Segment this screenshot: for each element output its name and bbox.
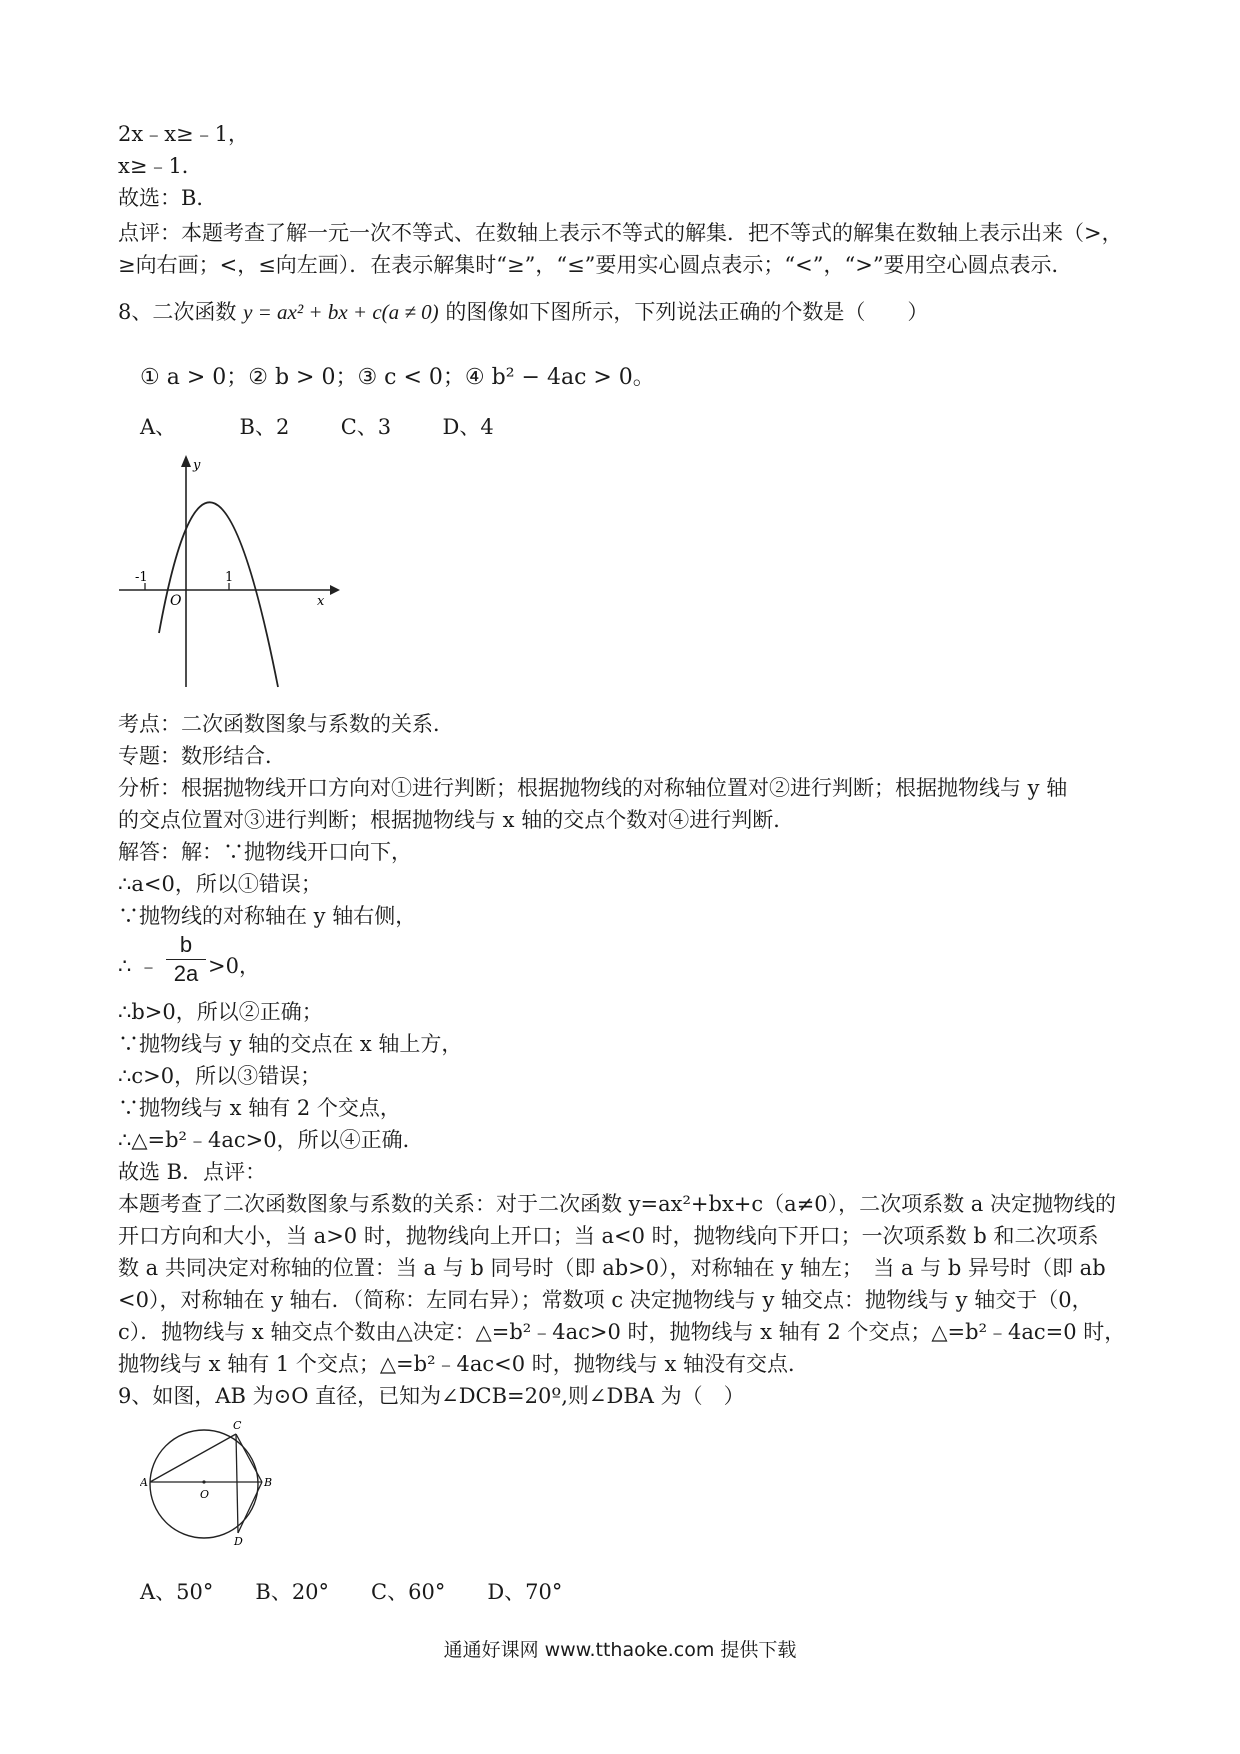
- prev-answer: 故选：B．: [118, 186, 218, 210]
- solution-6: ∵抛物线与 y 轴的交点在 x 轴上方，: [118, 1032, 463, 1056]
- solution-5: ∴b>0，所以②正确；: [118, 1000, 323, 1024]
- q8-conditions: ① a > 0；② b > 0；③ c < 0；④ b² − 4ac > 0。: [140, 365, 655, 390]
- solution-2: ∴a<0，所以①错误；: [118, 872, 322, 896]
- solution-3: ∵抛物线的对称轴在 y 轴右侧，: [118, 904, 417, 928]
- solution-1: 解答：解：∵抛物线开口向下，: [118, 840, 412, 864]
- y-axis-arrow: [181, 455, 191, 467]
- circle-figure: [140, 1418, 275, 1548]
- fraction-b-over-2a: [166, 932, 206, 987]
- q8-option-a: A、: [140, 415, 177, 439]
- q8-stem-suffix: 的图像如下图所示，下列说法正确的个数是（ ）: [445, 300, 929, 324]
- zhuanti: 专题：数形结合．: [118, 744, 286, 768]
- solution-4-prefix: ∴ ﹣: [118, 954, 160, 978]
- q8-stem: [118, 298, 928, 326]
- solution-4-suffix: >0，: [208, 954, 260, 978]
- q8-option-d: D、4: [442, 415, 494, 439]
- chord-cd: [236, 1434, 238, 1533]
- prev-line-1: 2x﹣x≥﹣1，: [118, 122, 250, 146]
- q8-options: [140, 413, 494, 441]
- label-b: B: [264, 1476, 273, 1489]
- q9-options: A、50° B、20° C、60° D、70°: [140, 1580, 563, 1604]
- solution-8: ∵抛物线与 x 轴有 2 个交点，: [118, 1096, 401, 1120]
- kaodian: 考点：二次函数图象与系数的关系．: [118, 712, 454, 736]
- comment-3: 数 a 共同决定对称轴的位置：当 a 与 b 同号时（即 ab>0），对称轴在 y 轴左； 当 a 与 b 异号时（即 ab: [118, 1256, 1106, 1280]
- label-a: A: [140, 1476, 148, 1489]
- x-axis-arrow: [330, 585, 340, 595]
- prev-line-2: x≥﹣1．: [118, 154, 203, 178]
- comment-4: <0），对称轴在 y 轴右．（简称：左同右异）；常数项 c 决定抛物线与 y 轴交点：抛物线与 y 轴交于（0，: [118, 1288, 1093, 1312]
- solution-10: 故选 B．点评：: [118, 1160, 267, 1184]
- label-c: C: [233, 1419, 242, 1432]
- chord-db: [238, 1482, 262, 1533]
- chord-cb: [236, 1434, 262, 1482]
- comment-5: c）．抛物线与 x 轴交点个数由△决定：△=b²﹣4ac>0 时，抛物线与 x 轴有 2 个交点；△=b²﹣4ac=0 时，: [118, 1320, 1126, 1344]
- label-o: O: [200, 1488, 210, 1501]
- prev-comment-1: 点评：本题考查了解一元一次不等式、在数轴上表示不等式的解集．把不等式的解集在数轴上表示出来（>，: [118, 221, 1123, 245]
- footer-source: 通通好课网 www.tthaoke.com 提供下载: [443, 1639, 797, 1661]
- graph-label-x: x: [317, 594, 325, 609]
- comment-1: 本题考查了二次函数图象与系数的关系：对于二次函数 y=ax²+bx+c（a≠0），二次项系数 a 决定抛物线的: [118, 1192, 1116, 1216]
- solution-9: ∴△=b²﹣4ac>0，所以④正确．: [118, 1128, 424, 1152]
- solution-7: ∴c>0，所以③错误；: [118, 1064, 322, 1088]
- prev-comment-2: ≥向右画；<，≤向左画）．在表示解集时“≥”，“≤”要用实心圆点表示；“<”，“>”要用空心圆点表示．: [118, 253, 1073, 277]
- q8-option-b: B、2: [239, 415, 290, 439]
- q8-stem-prefix: 8、二次函数: [118, 300, 237, 324]
- q8-stem-formula: y = ax² + bx + c(a ≠ 0): [243, 300, 439, 324]
- graph-label-origin: O: [170, 593, 182, 609]
- circle-o: [150, 1430, 258, 1538]
- fraction-denominator: 2a: [173, 961, 199, 986]
- graph-label-plus-1: 1: [225, 570, 234, 585]
- analysis-2: 的交点位置对③进行判断；根据抛物线与 x 轴的交点个数对④进行判断．: [118, 808, 795, 832]
- q8-option-c: C、3: [340, 415, 392, 439]
- graph-label-minus-1: -1: [135, 570, 148, 585]
- graph-label-y: y: [193, 458, 201, 473]
- fraction-numerator: b: [166, 932, 206, 960]
- comment-6: 抛物线与 x 轴有 1 个交点；△=b²﹣4ac<0 时，抛物线与 x 轴没有交点．: [118, 1352, 809, 1376]
- label-d: D: [234, 1535, 243, 1548]
- parabola-graph: [115, 455, 340, 690]
- center-o-dot: [202, 1480, 205, 1483]
- chord-ac: [150, 1434, 236, 1482]
- analysis-1: 分析：根据抛物线开口方向对①进行判断；根据抛物线的对称轴位置对②进行判断；根据抛物线与 y 轴: [118, 776, 1068, 800]
- q9-stem: 9、如图，AB 为⊙O 直径，已知为∠DCB=20º,则∠DBA 为（ ）: [118, 1384, 745, 1408]
- comment-2: 开口方向和大小，当 a>0 时，抛物线向上开口；当 a<0 时，抛物线向下开口；一次项系数 b 和二次项系: [118, 1224, 1099, 1248]
